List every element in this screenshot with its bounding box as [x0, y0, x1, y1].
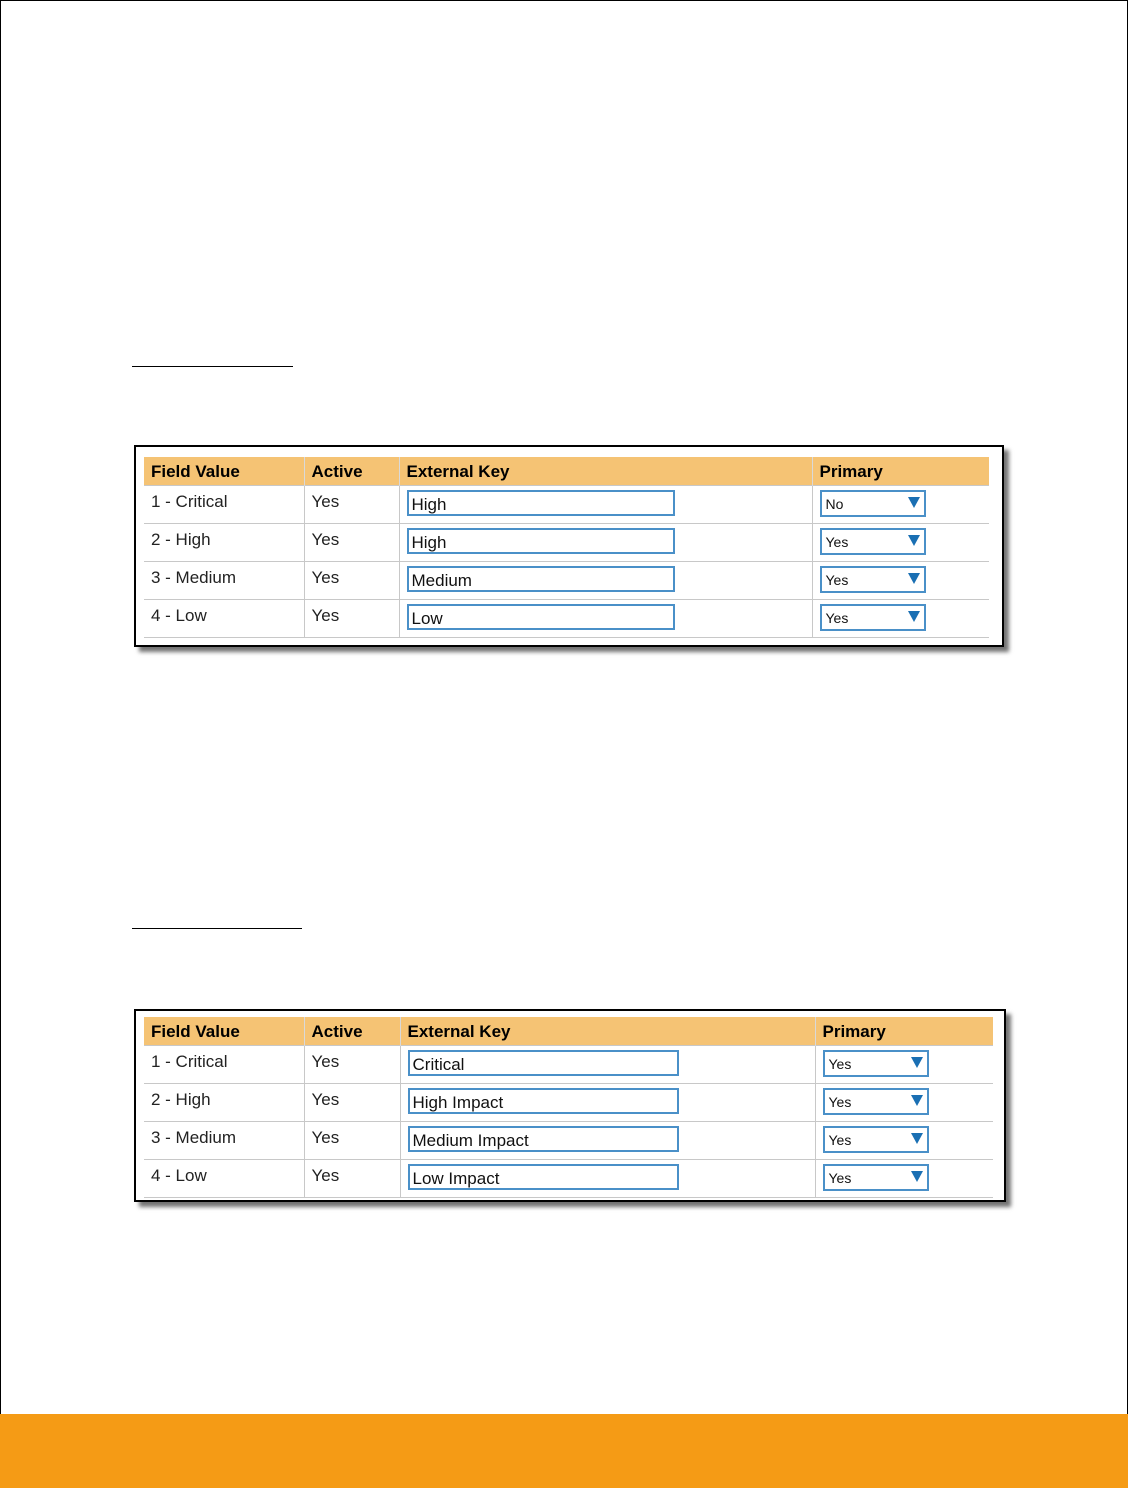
mapping-grid-2	[144, 1017, 993, 1198]
table-row	[144, 1046, 993, 1084]
field-value-cell: 3 - Medium	[151, 1128, 237, 1147]
primary-select[interactable]	[820, 490, 926, 517]
chevron-down-icon	[908, 535, 920, 546]
active-cell: Yes	[311, 568, 340, 587]
chevron-down-icon	[908, 573, 920, 584]
external-key-input[interactable]: High Impact	[408, 1088, 679, 1114]
header-primary: Primary	[812, 457, 989, 486]
primary-select-value: Yes	[825, 610, 849, 626]
field-value-cell: 1 - Critical	[151, 492, 228, 511]
primary-select-value: Yes	[825, 572, 849, 588]
external-key-input[interactable]: Low	[407, 604, 675, 630]
field-value-cell: 4 - Low	[151, 606, 207, 625]
primary-select-value: Yes	[828, 1056, 852, 1072]
table-row	[144, 1160, 993, 1198]
chevron-down-icon	[911, 1171, 923, 1182]
table-row	[144, 562, 989, 600]
chevron-down-icon	[908, 611, 920, 622]
active-cell: Yes	[311, 492, 340, 511]
field-value-cell: 1 - Critical	[151, 1052, 228, 1071]
field-value-cell: 2 - High	[151, 1090, 211, 1109]
primary-select[interactable]	[820, 604, 926, 631]
footer-bar	[0, 1414, 1128, 1488]
primary-select-value: Yes	[825, 534, 849, 550]
primary-select[interactable]	[823, 1164, 929, 1191]
header-active: Active	[304, 457, 399, 486]
header-active: Active	[304, 1017, 400, 1046]
section-heading-rule-2	[132, 928, 302, 929]
primary-select-value: No	[825, 496, 844, 512]
external-key-input[interactable]: High	[407, 528, 675, 554]
primary-select[interactable]	[820, 566, 926, 593]
field-value-cell: 2 - High	[151, 530, 211, 549]
primary-select[interactable]	[823, 1050, 929, 1077]
active-cell: Yes	[311, 606, 340, 625]
header-field-value: Field Value	[144, 1017, 304, 1046]
chevron-down-icon	[908, 497, 920, 508]
header-primary: Primary	[815, 1017, 993, 1046]
external-key-input[interactable]: Low Impact	[408, 1164, 679, 1190]
mapping-grid-1	[144, 457, 989, 638]
external-key-input[interactable]: Critical	[408, 1050, 679, 1076]
primary-select[interactable]	[820, 528, 926, 555]
table-row	[144, 524, 989, 562]
header-row	[144, 457, 989, 486]
table-row	[144, 486, 989, 524]
primary-select[interactable]	[823, 1088, 929, 1115]
field-mapping-table-2	[134, 1009, 1006, 1202]
active-cell: Yes	[311, 1052, 340, 1071]
header-row	[144, 1017, 993, 1046]
header-field-value: Field Value	[144, 457, 304, 486]
active-cell: Yes	[311, 1128, 340, 1147]
primary-select-value: Yes	[828, 1132, 852, 1148]
active-cell: Yes	[311, 530, 340, 549]
external-key-input[interactable]: Medium Impact	[408, 1126, 679, 1152]
chevron-down-icon	[911, 1057, 923, 1068]
external-key-input[interactable]: High	[407, 490, 675, 516]
table-row	[144, 600, 989, 638]
chevron-down-icon	[911, 1095, 923, 1106]
primary-select-value: Yes	[828, 1170, 852, 1186]
table-row	[144, 1122, 993, 1160]
field-value-cell: 3 - Medium	[151, 568, 237, 587]
field-value-cell: 4 - Low	[151, 1166, 207, 1185]
primary-select[interactable]	[823, 1126, 929, 1153]
section-heading-rule-1	[132, 366, 293, 367]
field-mapping-table-1	[134, 445, 1004, 647]
header-external-key: External Key	[400, 1017, 815, 1046]
active-cell: Yes	[311, 1090, 340, 1109]
table-row	[144, 1084, 993, 1122]
external-key-input[interactable]: Medium	[407, 566, 675, 592]
chevron-down-icon	[911, 1133, 923, 1144]
active-cell: Yes	[311, 1166, 340, 1185]
primary-select-value: Yes	[828, 1094, 852, 1110]
header-external-key: External Key	[399, 457, 812, 486]
